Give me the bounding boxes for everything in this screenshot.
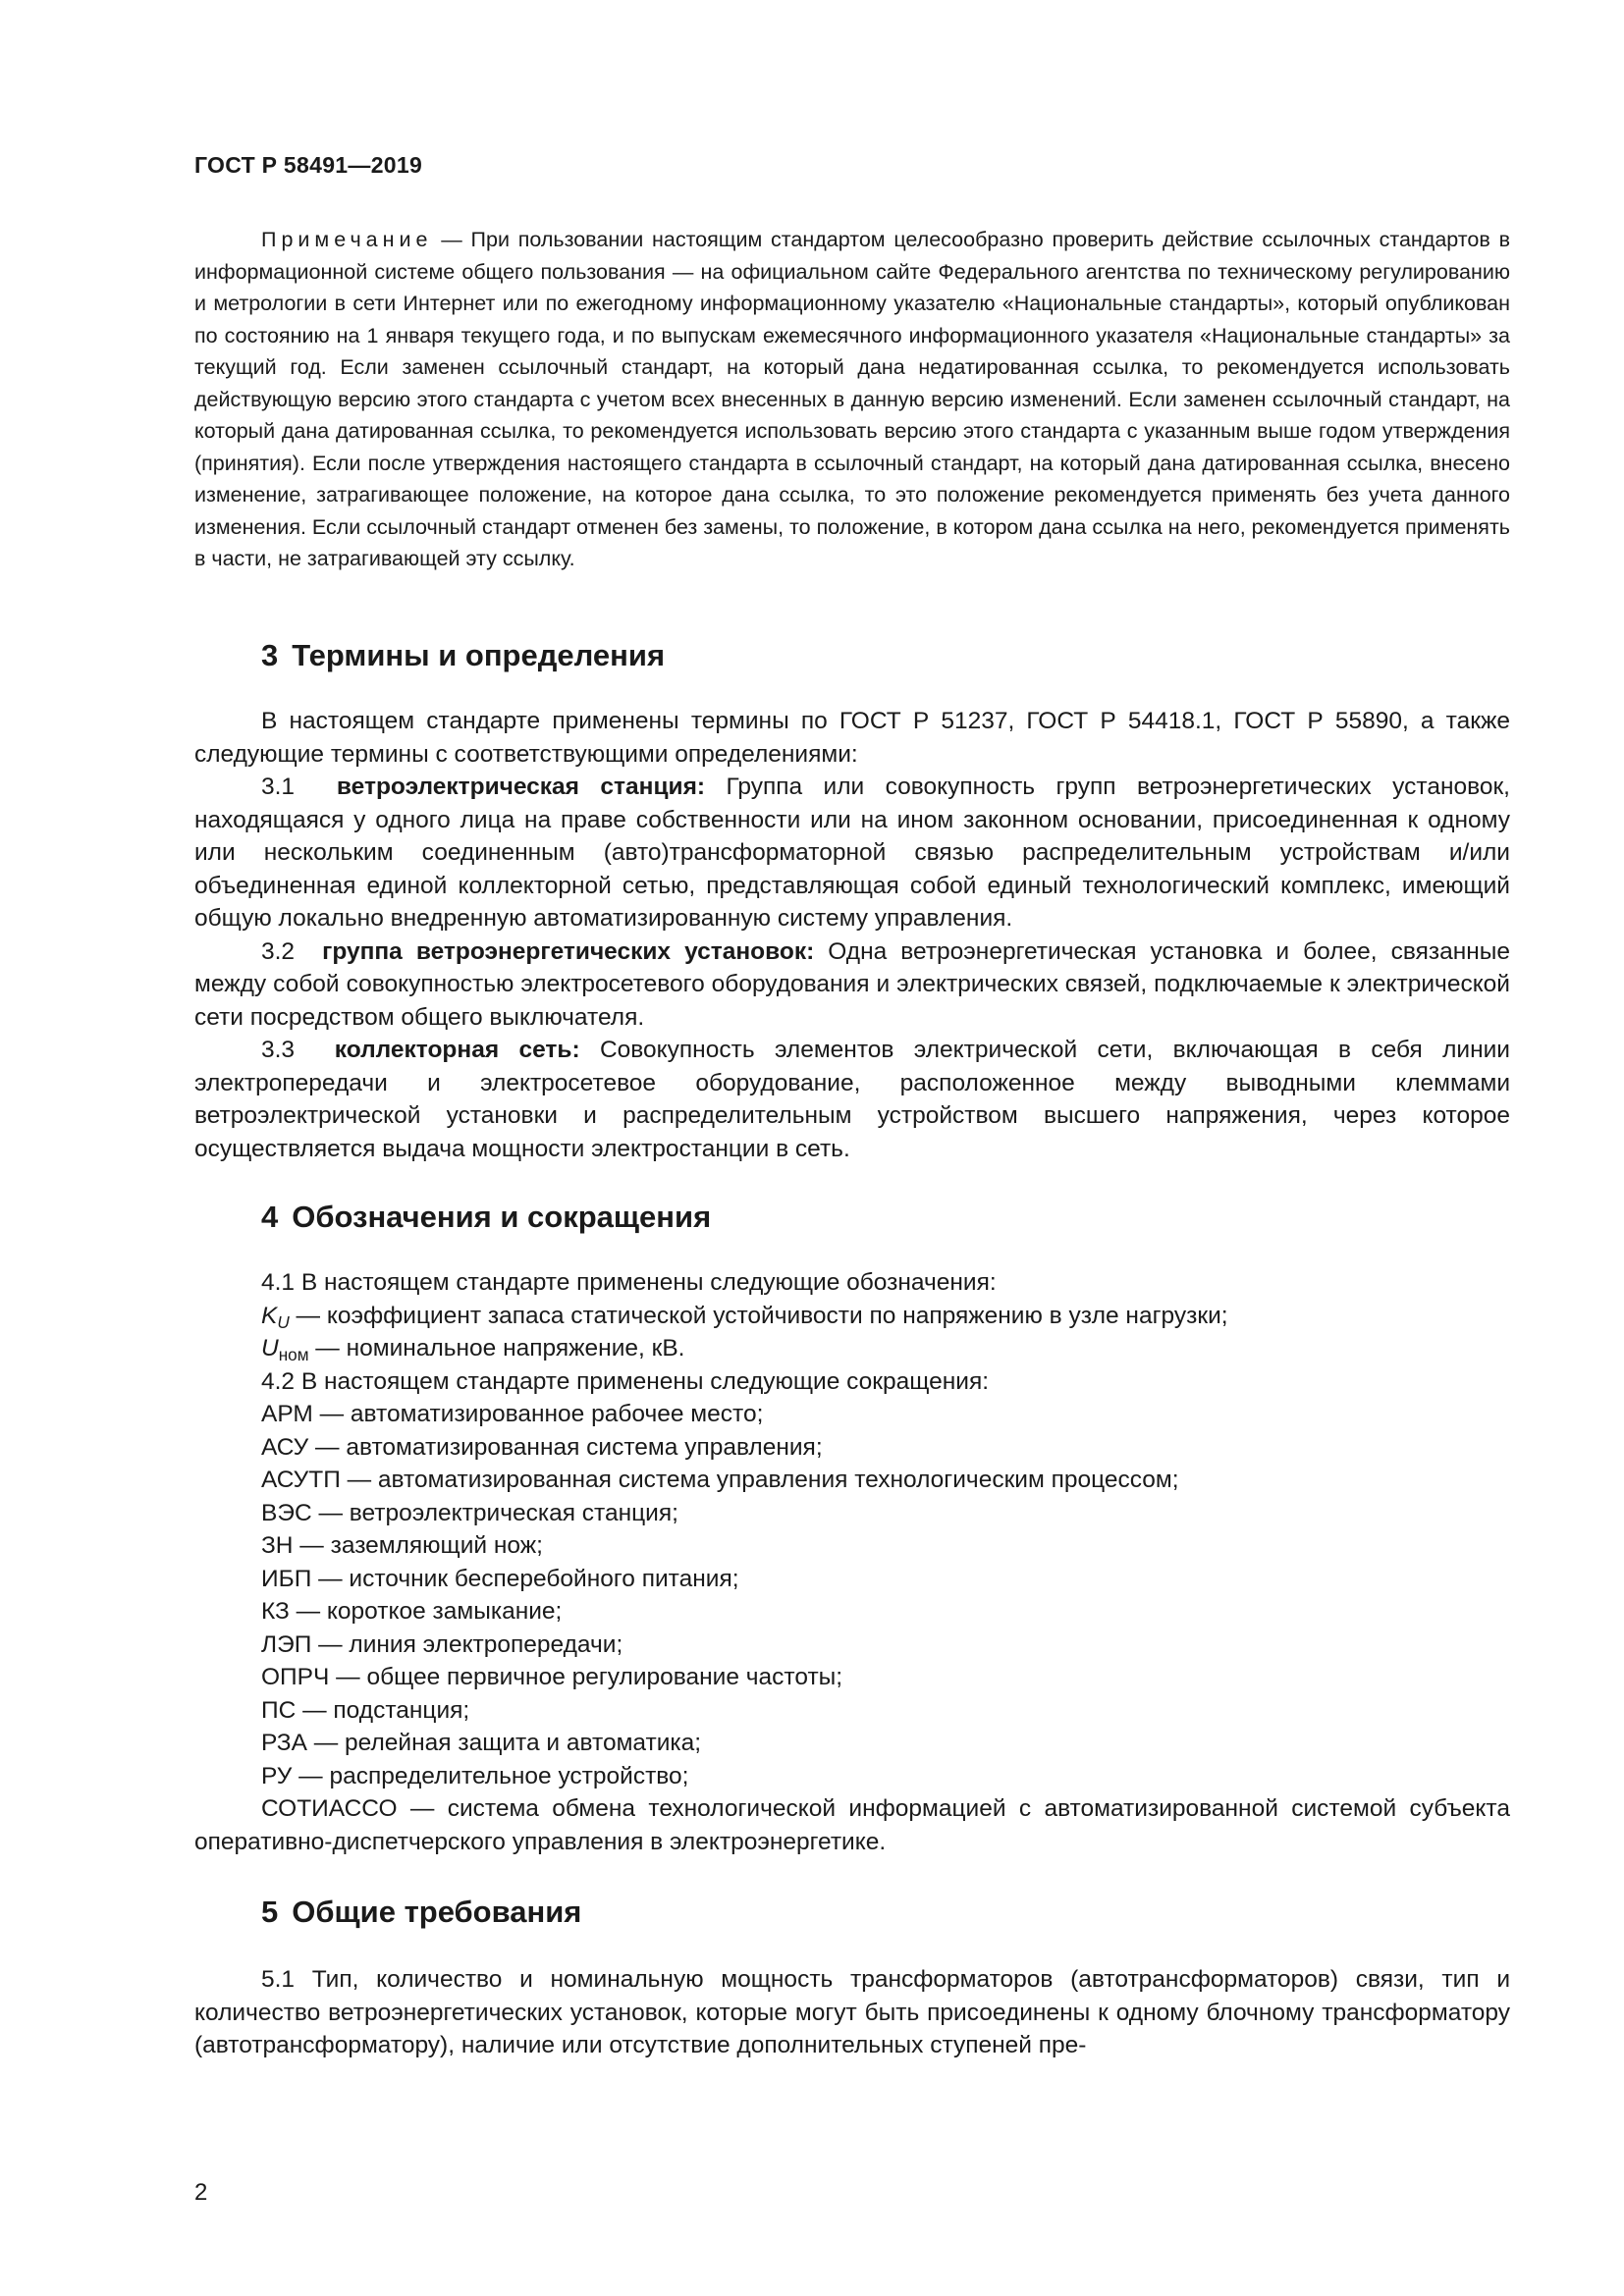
- term-3-1: [194, 771, 1510, 935]
- abbreviation-item: СОТИАССО — система обмена технологической информацией с автоматизированной системой субъекта оперативно-диспетчерского управления в электроэнергетике.: [194, 1795, 1510, 1855]
- section-4-2-intro: 4.2 В настоящем стандарте применены следующие сокращения:: [261, 1367, 990, 1395]
- term-3-3: [194, 1034, 1510, 1165]
- abbreviation-item: ИБП — источник бесперебойного питания;: [261, 1565, 739, 1592]
- abbreviation-item: ПС — подстанция;: [261, 1696, 470, 1724]
- section-3-intro: В настоящем стандарте применены термины по ГОСТ Р 51237, ГОСТ Р 54418.1, ГОСТ Р 55890, а также следующие термины с соответствующими определениями:: [194, 708, 1510, 768]
- abbreviation-item: АРМ — автоматизированное рабочее место;: [261, 1401, 764, 1427]
- section-5-title: Общие требования: [292, 1895, 582, 1929]
- symbol-k-u-text: — коэффициент запаса статической устойчивости по напряжению в узле нагрузки;: [289, 1302, 1228, 1329]
- term-3-3-number: 3.3: [261, 1037, 296, 1063]
- term-3-3-term: коллекторная сеть:: [334, 1037, 580, 1063]
- abbreviation-item: РУ — распределительное устройство;: [261, 1762, 689, 1789]
- abbreviation-item: РЗА — релейная защита и автоматика;: [261, 1730, 702, 1756]
- section-3-title: Термины и определения: [292, 638, 666, 672]
- term-3-1-definition: Группа или совокупность групп ветроэнергетических установок, находящаяся у одного лица на праве собственности или на ином законном основании, присоединенная к одному или нескольким соединенным (авто)трансформаторной связью распределительным устройствам и/или объединенная единой коллекторной сетью, представляющая собой единый технологический комплекс, имеющий общую локально внедренную автоматизированную систему управления.: [194, 774, 1510, 932]
- section-5-body: [194, 1963, 1510, 2062]
- note-text: — При пользовании настоящим стандартом целесообразно проверить действие ссылочных стандартов в информационной системе общего пользования — на официальном сайте Федерального агентства по техническому регулированию и метрологии в сети Интернет или по ежегодному информационному указателю «Национальные стандарты», который опубликован по состоянию на 1 января текущего года, и по выпускам ежемесячного информационного указателя «Национальные стандарты» за текущий год. Если заменен ссылочный стандарт, на который дана недатированная ссылка, то рекомендуется использовать действующую версию этого стандарта с учетом всех внесенных в данную версию изменений. Если заменен ссылочный стандарт, на который дана датированная ссылка, то рекомендуется использовать версию этого стандарта с указанным выше годом утверждения (принятия). Если после утверждения настоящего стандарта в ссылочный стандарт, на который дана датированная ссылка, внесено изменение, затрагивающее положение, на которое дана ссылка, то это положение рекомендуется применять без учета данного изменения. Если ссылочный стандарт отменен без замены, то положение, в котором дана ссылка на него, рекомендуется применять в части, не затрагивающей эту ссылку.: [194, 228, 1510, 570]
- note-paragraph: [194, 224, 1510, 575]
- note-label: Примечание: [261, 228, 433, 251]
- term-3-2-definition: Одна ветроэнергетическая установка и более, связанные между собой совокупностью электросетевого оборудования и электрических связей, подключаемые к электрической сети посредством общего выключателя.: [194, 937, 1510, 1031]
- section-5-heading: [261, 1895, 581, 1930]
- symbol-k-u: [194, 1300, 1510, 1333]
- symbol-u-nom-text: — номинальное напряжение, кВ.: [308, 1335, 685, 1362]
- abbreviation-item: АСУ — автоматизированная система управления;: [261, 1433, 823, 1461]
- abbreviation-item: ЛЭП — линия электропередачи;: [261, 1630, 623, 1658]
- abbreviation-item: ВЭС — ветроэлектрическая станция;: [261, 1499, 678, 1526]
- section-4-body: [194, 1266, 1510, 1858]
- section-5-number: 5: [261, 1895, 279, 1929]
- symbol-k-u-base: K: [261, 1302, 278, 1329]
- symbol-u-nom-sub: ном: [278, 1345, 309, 1364]
- section-5-1-paragraph: 5.1 Тип, количество и номинальную мощность трансформаторов (автотрансформаторов) связи, тип и количество ветроэнергетических установок, которые могут быть присоединены к одному блочному трансформатору (автотрансформатору), наличие или отсутствие дополнительных ступеней пре-: [194, 1966, 1510, 2058]
- section-4-number: 4: [261, 1200, 279, 1234]
- section-4-title: Обозначения и сокращения: [292, 1200, 712, 1234]
- abbreviation-item: ОПРЧ — общее первичное регулирование частоты;: [261, 1664, 843, 1690]
- abbreviation-item: ЗН — заземляющий нож;: [261, 1532, 543, 1559]
- section-4-1-intro: 4.1 В настоящем стандарте применены следующие обозначения:: [261, 1269, 997, 1296]
- term-3-3-definition: Совокупность элементов электрической сети, включающая в себя линии электропередачи и электросетевое оборудование, расположенное между выводными клеммами ветроэлектрической установки и распределительным устройством высшего напряжения, через которое осуществляется выдача мощности электростанции в сеть.: [194, 1037, 1510, 1162]
- section-3-heading: [261, 638, 665, 673]
- term-3-2-number: 3.2: [261, 937, 296, 965]
- term-3-1-number: 3.1: [261, 774, 296, 800]
- page-number: 2: [194, 2179, 208, 2206]
- abbreviation-item: АСУТП — автоматизированная система управления технологическим процессом;: [261, 1467, 1179, 1493]
- term-3-2: [194, 935, 1510, 1035]
- term-3-1-term: ветроэлектрическая станция:: [336, 774, 706, 800]
- symbol-k-u-sub: U: [277, 1311, 290, 1332]
- document-header: ГОСТ Р 58491—2019: [194, 152, 423, 178]
- section-4-heading: [261, 1200, 711, 1235]
- section-3-body: [194, 705, 1510, 1165]
- term-3-2-term: группа ветроэнергетических установок:: [322, 937, 815, 965]
- symbol-u-nom-base: U: [261, 1335, 279, 1362]
- symbol-u-nom: [194, 1332, 1510, 1365]
- abbreviation-item: КЗ — короткое замыкание;: [261, 1598, 563, 1625]
- section-3-number: 3: [261, 638, 279, 672]
